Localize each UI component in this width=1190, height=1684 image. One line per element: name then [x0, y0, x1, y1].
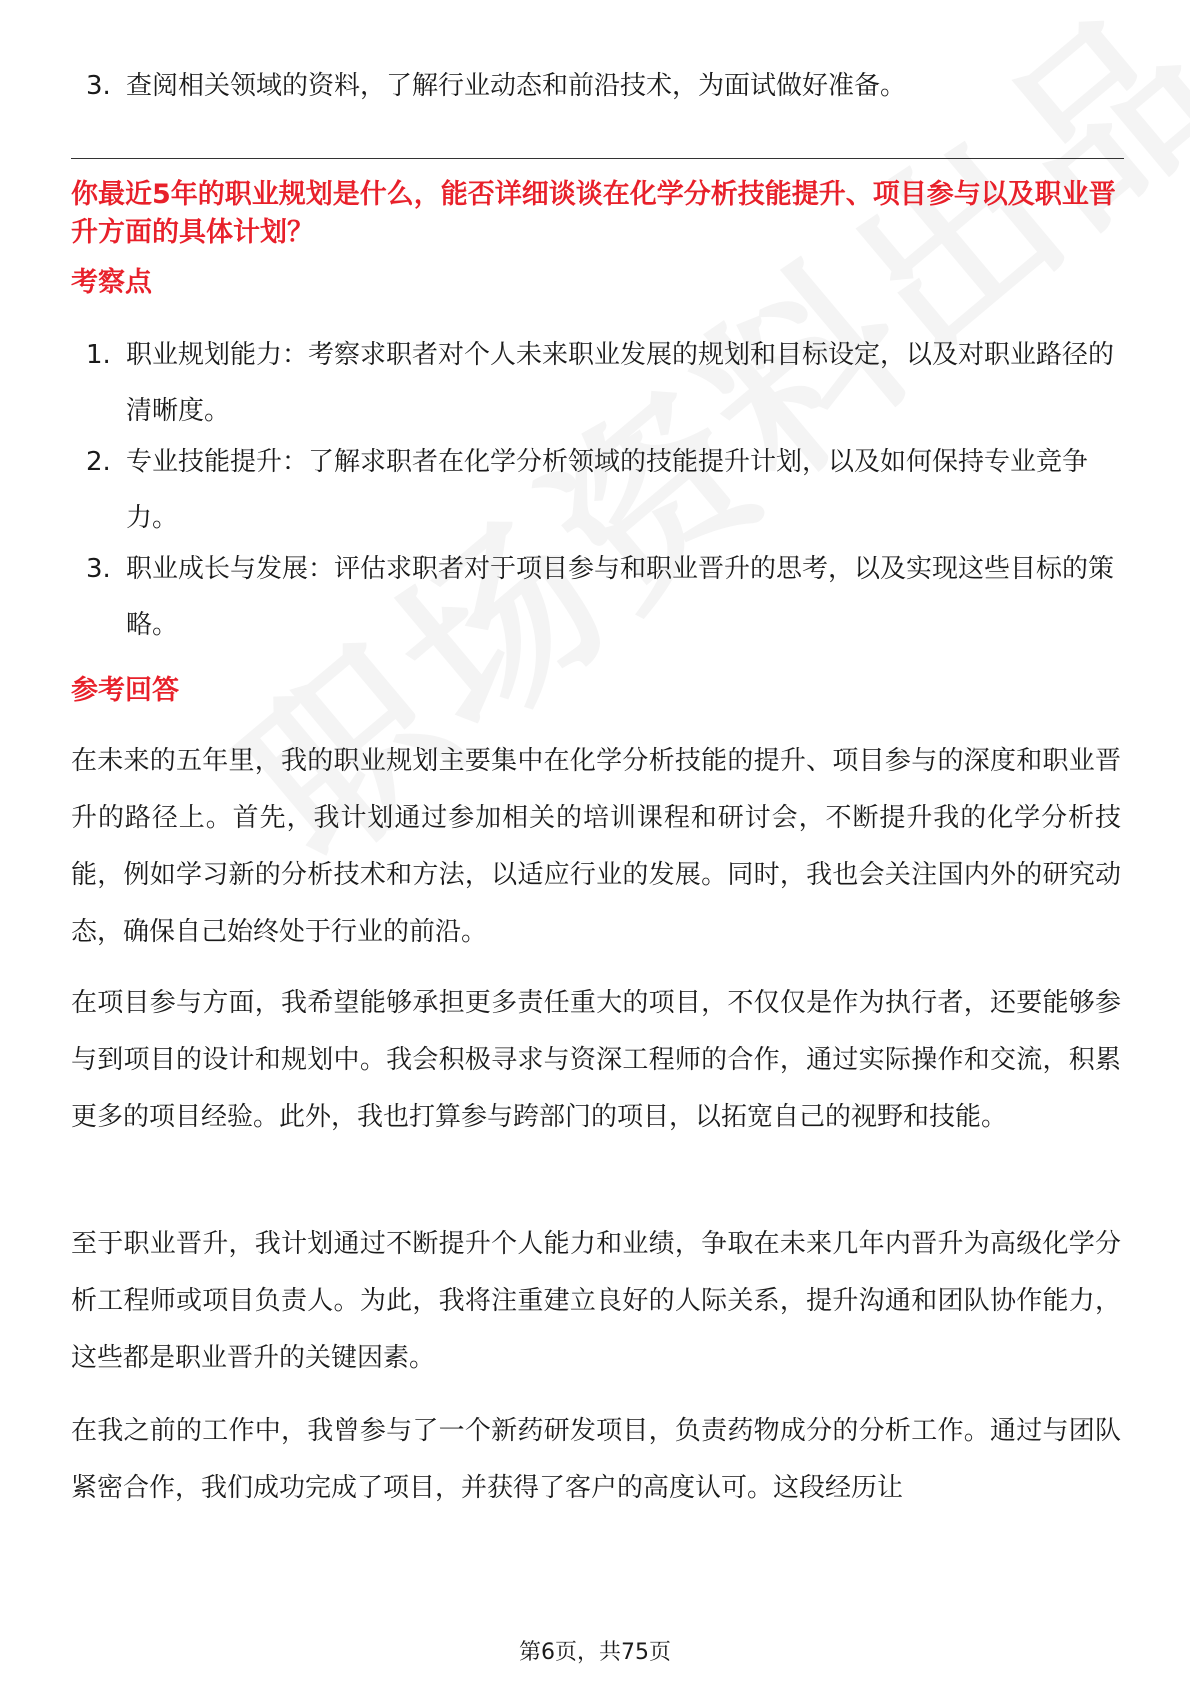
- list-item-text: 职业规划能力：考察求职者对个人未来职业发展的规划和目标设定，以及对职业路径的清晰度。: [126, 340, 1115, 426]
- list-item: [86, 434, 1118, 546]
- list-item: [86, 58, 1118, 114]
- list-item: [86, 327, 1118, 439]
- question-heading: 你最近5年的职业规划是什么，能否详细谈谈在化学分析技能提升、项目参与以及职业晋升方面的具体计划？: [71, 179, 1116, 248]
- answer-paragraph: 至于职业晋升，我计划通过不断提升个人能力和业绩，争取在未来几年内晋升为高级化学分析工程师或项目负责人。为此，我将注重建立良好的人际关系，提升沟通和团队协作能力，这些都是职业晋升的关键因素。: [71, 1229, 1121, 1373]
- answer-section-title: 参考回答: [71, 675, 179, 706]
- section-divider: [71, 158, 1124, 159]
- focus-section-title: 考察点: [71, 267, 152, 298]
- answer-paragraph: 在未来的五年里，我的职业规划主要集中在化学分析技能的提升、项目参与的深度和职业晋升的路径上。首先，我计划通过参加相关的培训课程和研讨会，不断提升我的化学分析技能，例如学习新的分析技术和方法，以适应行业的发展。同时，我也会关注国内外的研究动态，确保自己始终处于行业的前沿。: [71, 746, 1121, 947]
- list-item-text: 职业成长与发展：评估求职者对于项目参与和职业晋升的思考，以及实现这些目标的策略。: [126, 554, 1115, 640]
- list-item-number: 2.: [86, 447, 111, 477]
- list-item-text: 专业技能提升：了解求职者在化学分析领域的技能提升计划，以及如何保持专业竞争力。: [126, 447, 1089, 533]
- answer-paragraph: 在我之前的工作中，我曾参与了一个新药研发项目，负责药物成分的分析工作。通过与团队紧密合作，我们成功完成了项目，并获得了客户的高度认可。这段经历让: [71, 1416, 1121, 1503]
- list-item-text: 查阅相关领域的资料，了解行业动态和前沿技术，为面试做好准备。: [126, 71, 907, 101]
- list-item-number: 3.: [86, 554, 111, 584]
- list-item-number: 1.: [86, 340, 111, 370]
- list-item-number: 3.: [86, 71, 111, 101]
- answer-paragraph: 在项目参与方面，我希望能够承担更多责任重大的项目，不仅仅是作为执行者，还要能够参与到项目的设计和规划中。我会积极寻求与资深工程师的合作，通过实际操作和交流，积累更多的项目经验。此外，我也打算参与跨部门的项目，以拓宽自己的视野和技能。: [71, 988, 1121, 1132]
- list-item: [86, 541, 1118, 653]
- page-footer: 第6页，共75页: [519, 1640, 671, 1665]
